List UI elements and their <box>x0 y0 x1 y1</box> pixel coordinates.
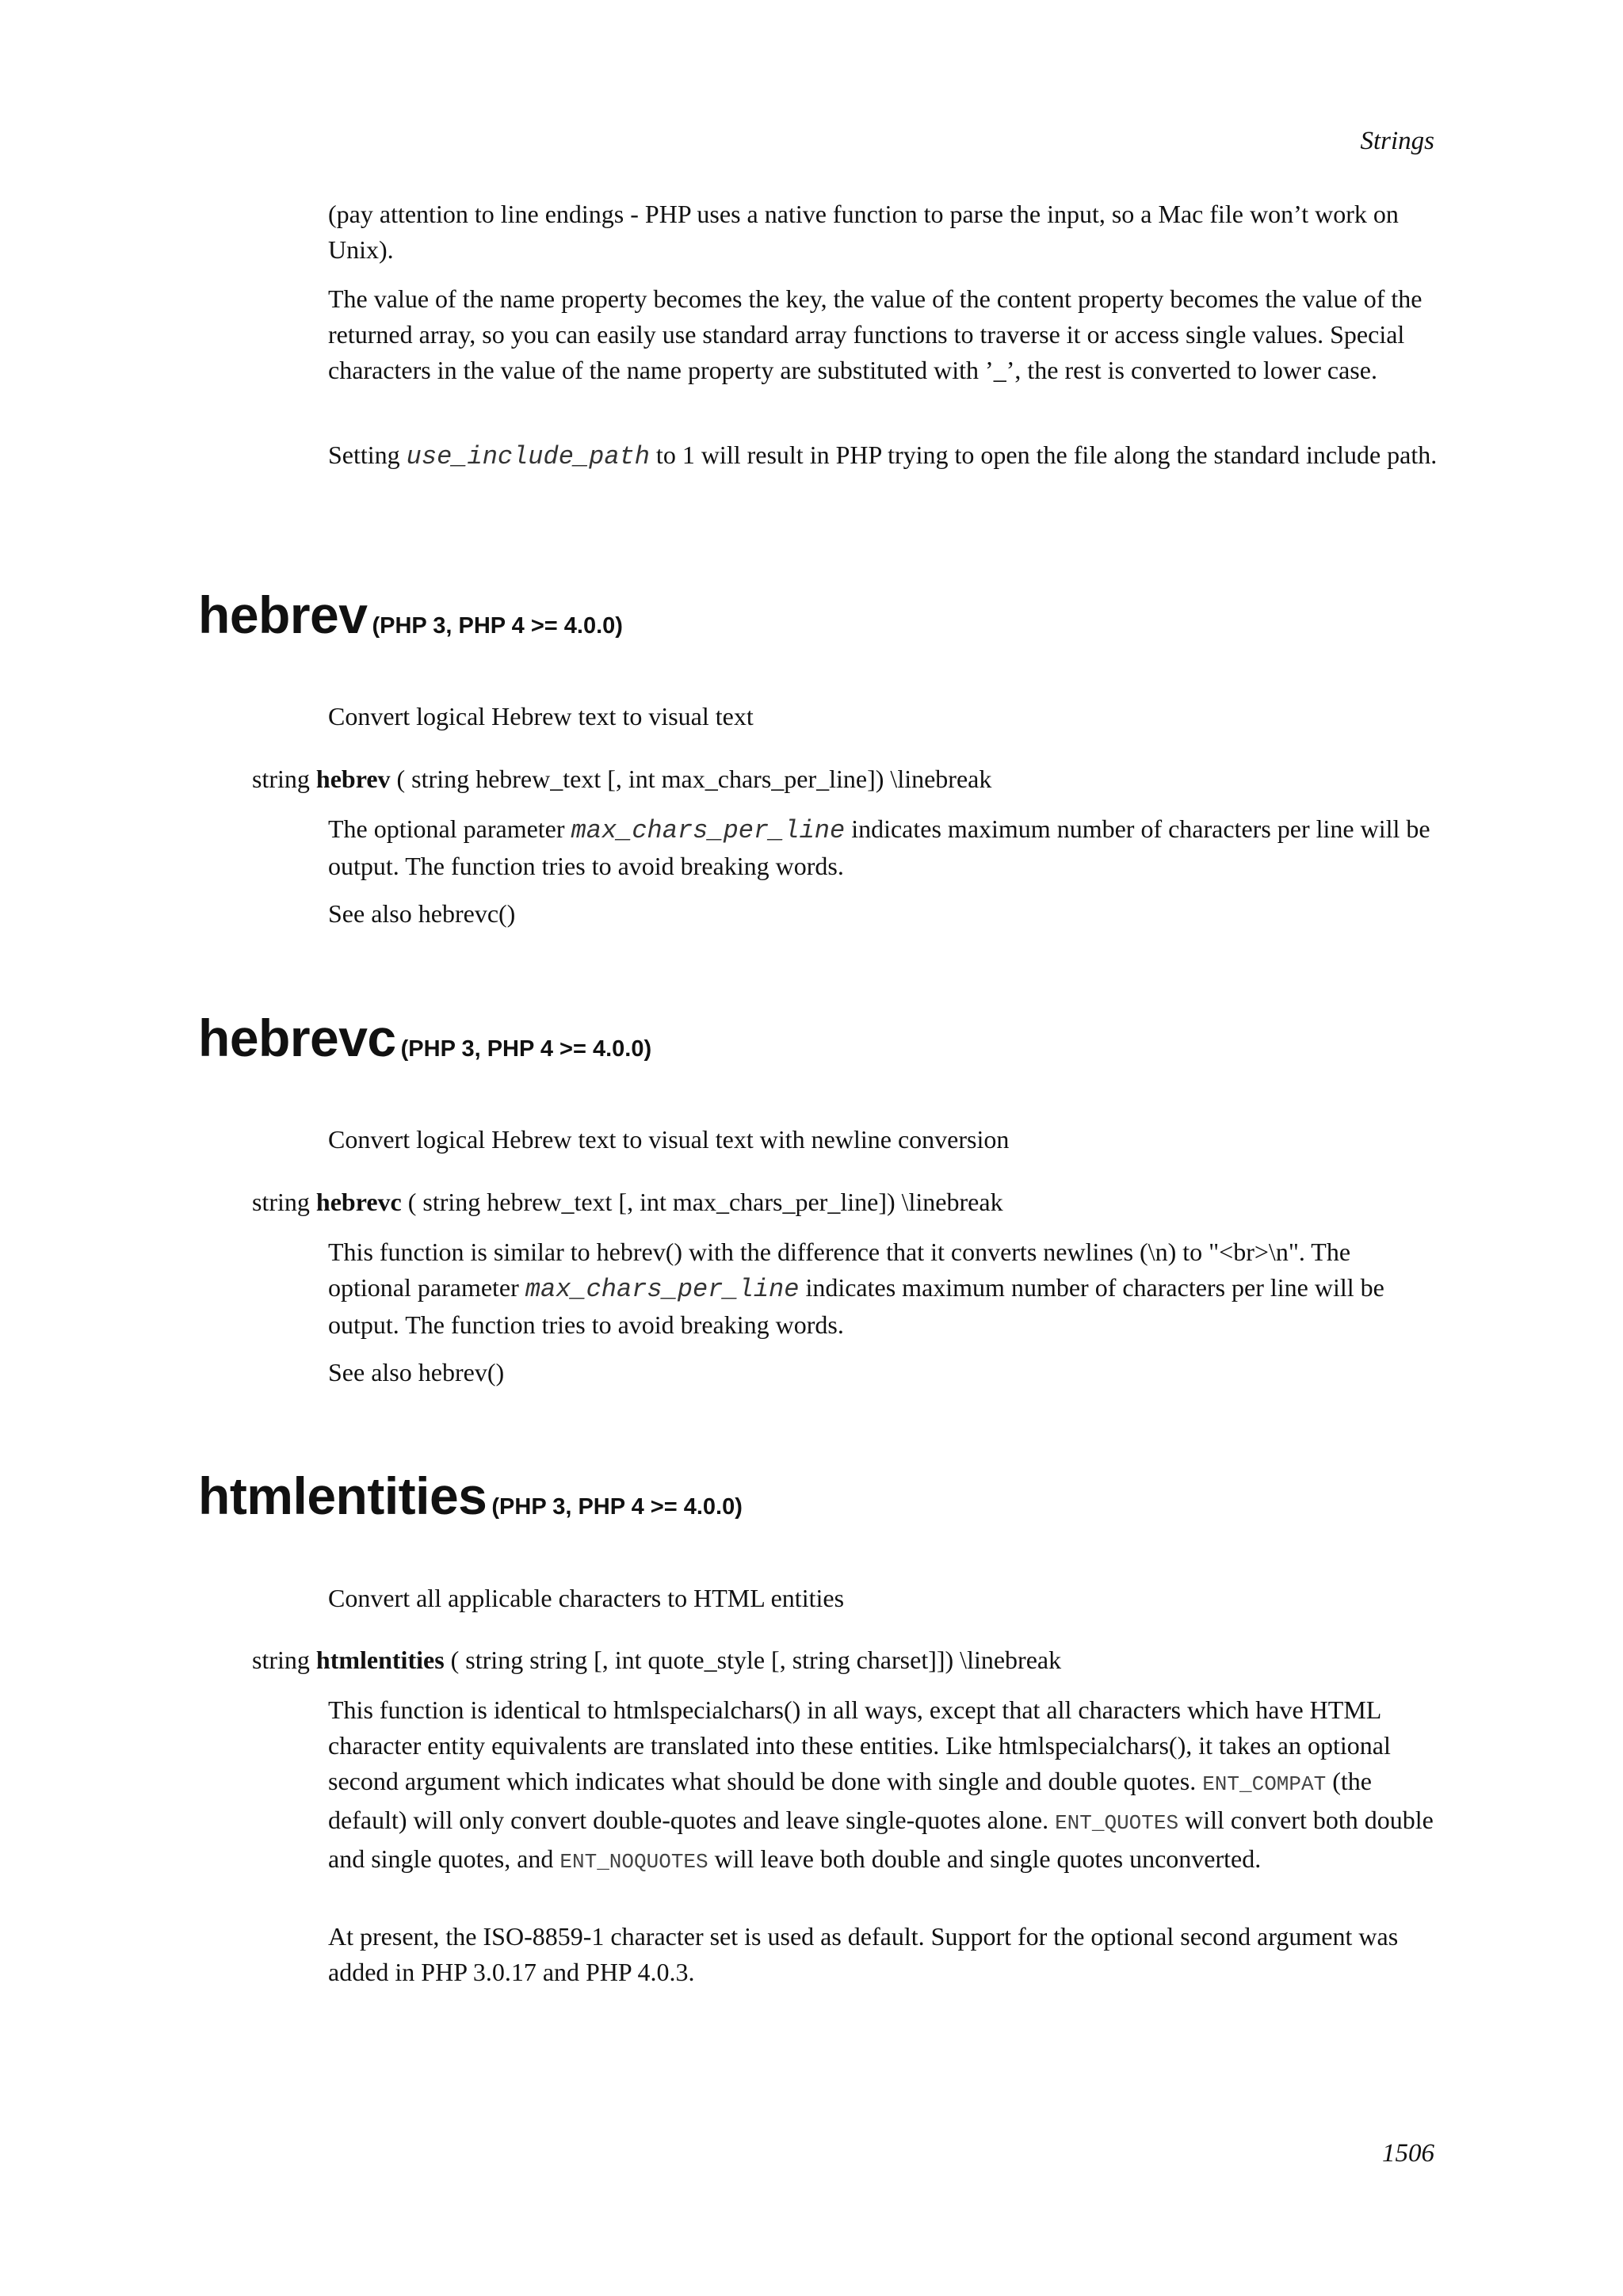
htmlentities-return-type: string <box>252 1646 316 1674</box>
htmlentities-desc-t1: This function is identical to htmlspecialchars() in all ways, except that all characters which have HTML character entity equivalents are translated into these entities. Like htmlspecialchars(), it takes an optional second argument which indicates what should be done with single and double quotes. <box>328 1695 1391 1795</box>
hebrevc-version: (PHP 3, PHP 4 >= 4.0.0) <box>400 1036 652 1062</box>
hebrevc-synopsis-args: ( string hebrew_text [, int max_chars_per_line]) \linebreak <box>401 1188 1003 1216</box>
hebrev-version: (PHP 3, PHP 4 >= 4.0.0) <box>372 613 623 639</box>
intro-p3-text-post: to 1 will result in PHP trying to open the file along the standard include path. <box>649 441 1438 469</box>
hebrev-synopsis-args: ( string hebrew_text [, int max_chars_per_line]) \linebreak <box>390 765 992 793</box>
htmlentities-synopsis-function: htmlentities <box>315 1646 445 1674</box>
hebrevc-synopsis-function: hebrevc <box>315 1188 402 1216</box>
hebrevc-see-also: See also hebrev() <box>328 1358 505 1386</box>
htmlentities-paragraph-2: At present, the ISO-8859-1 character set is used as default. Support for the optional second argument was added in PHP 3.0.17 and PHP 4.0.3. <box>328 1922 1399 1986</box>
htmlentities-version: (PHP 3, PHP 4 >= 4.0.0) <box>491 1494 743 1520</box>
hebrevc-max-chars-per-line-parameter: max_chars_per_line <box>525 1275 800 1304</box>
running-header: Strings <box>1360 127 1434 155</box>
hebrevc-synopsis <box>252 1184 1003 1220</box>
use-include-path-parameter: use_include_path <box>406 442 650 471</box>
hebrevc-purpose: Convert logical Hebrew text to visual text with newline conversion <box>328 1125 1010 1154</box>
hebrev-description <box>328 811 1438 884</box>
htmlentities-function-name: htmlentities <box>198 1466 487 1525</box>
hebrevc-description <box>328 1234 1438 1343</box>
hebrev-heading <box>198 585 623 645</box>
hebrevc-heading <box>198 1008 651 1068</box>
hebrevc-desc-post: indicates maximum number of characters per line will be output. The function tries to avoid breaking words. <box>328 1273 1384 1339</box>
hebrev-see-also: See also hebrevc() <box>328 899 516 928</box>
htmlentities-description <box>328 1692 1438 1880</box>
htmlentities-heading <box>198 1466 743 1526</box>
intro-paragraph-1: (pay attention to line endings - PHP uses a native function to parse the input, so a Mac file won’t work on Unix). <box>328 200 1399 264</box>
hebrev-desc-pre: The optional parameter <box>328 814 571 843</box>
intro-paragraph-2: The value of the name property becomes the key, the value of the content property becomes the value of the returned array, so you can easily use standard array functions to traverse it or access single values. Special characters in the value of the name property are substituted with ’_’, the rest is converted to lower case. <box>328 284 1423 384</box>
hebrev-return-type: string <box>252 765 316 793</box>
hebrev-desc-post: indicates maximum number of characters per line will be output. The function tries to avoid breaking words. <box>328 814 1430 880</box>
hebrev-function-name: hebrev <box>198 585 368 644</box>
hebrevc-desc-pre: This function is similar to hebrev() with the difference that it converts newlines (\n) to "<br>\n". The optional parameter <box>328 1238 1351 1302</box>
hebrevc-return-type: string <box>252 1188 316 1216</box>
htmlentities-synopsis <box>252 1642 1061 1678</box>
htmlentities-desc-t4: will leave both double and single quotes unconverted. <box>708 1844 1262 1873</box>
hebrev-synopsis <box>252 761 991 797</box>
htmlentities-desc-t3: will convert both double and single quotes, and <box>328 1806 1434 1873</box>
htmlentities-synopsis-args: ( string string [, int quote_style [, string charset]]) \linebreak <box>444 1646 1062 1674</box>
htmlentities-desc-t2: (the default) will only convert double-quotes and leave single-quotes alone. <box>328 1767 1372 1834</box>
ent-noquotes-constant: ENT_NOQUOTES <box>559 1850 708 1874</box>
hebrev-synopsis-function: hebrev <box>315 765 391 793</box>
hebrevc-function-name: hebrevc <box>198 1009 396 1067</box>
htmlentities-purpose: Convert all applicable characters to HTML entities <box>328 1584 845 1612</box>
max-chars-per-line-parameter: max_chars_per_line <box>571 816 846 845</box>
hebrev-purpose: Convert logical Hebrew text to visual text <box>328 702 754 730</box>
ent-compat-constant: ENT_COMPAT <box>1202 1772 1327 1796</box>
intro-p3-text-pre: Setting <box>328 441 407 469</box>
intro-paragraph-3 <box>328 437 1438 475</box>
page-number: 1506 <box>1382 2139 1434 2168</box>
ent-quotes-constant: ENT_QUOTES <box>1055 1811 1179 1835</box>
